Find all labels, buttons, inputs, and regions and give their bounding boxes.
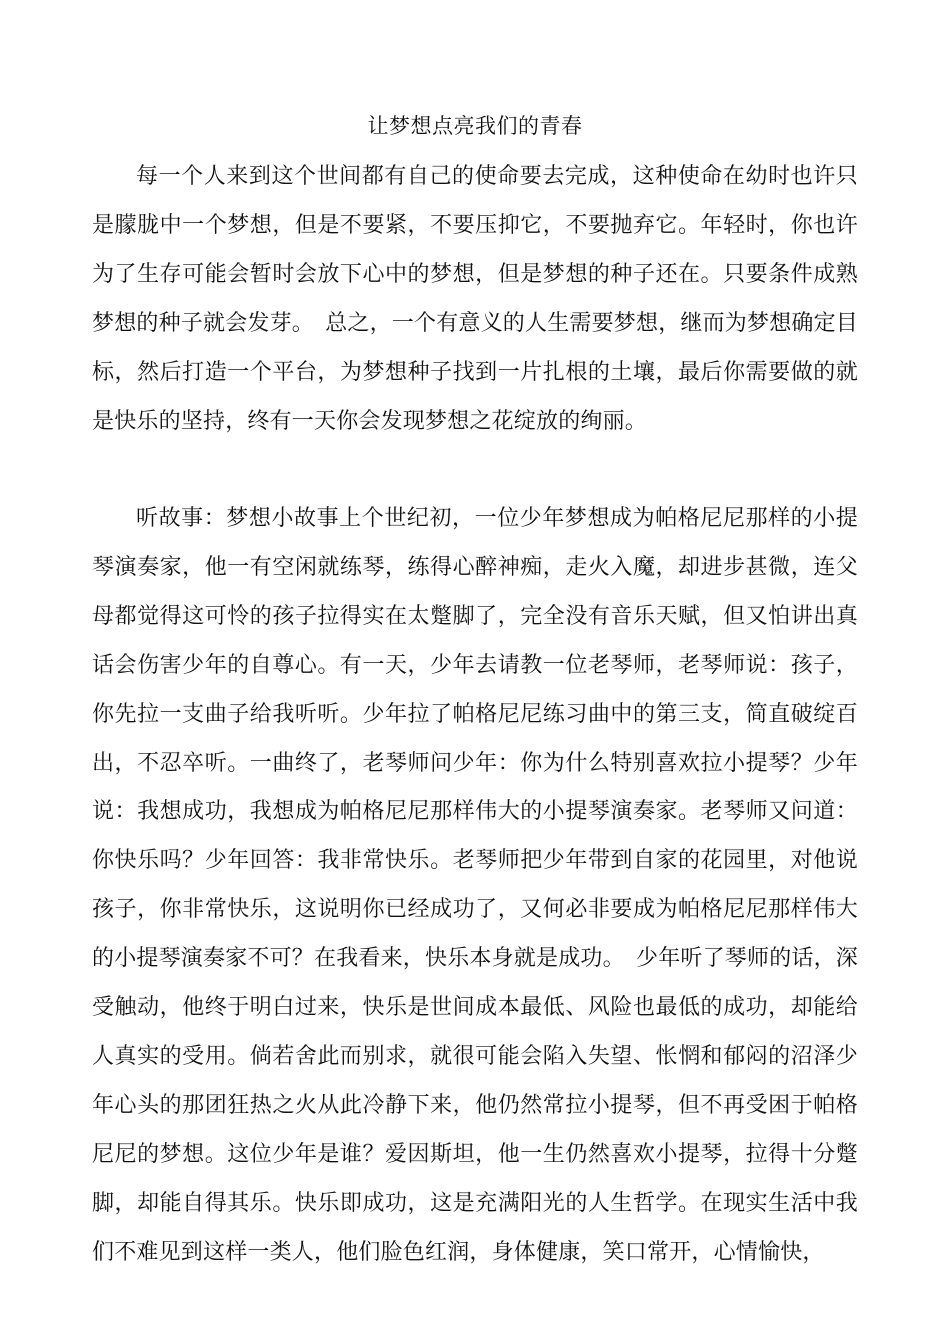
paragraph-1: 每一个人来到这个世间都有自己的使命要去完成，这种使命在幼时也许只是朦胧中一个梦想，但是不要紧，不要压抑它，不要抛弃它。年轻时，你也许为了生存可能会暂时会放下心中的梦想，但是梦想的种子还在。只要条件成熟梦想的种子就会发芽。 总之，一个有意义的人生需要梦想，继而为梦想确定目标，然后打造一个平台，为梦想种子找到一片扎根的土壤，最后你需要做的就是快乐的坚持，终有一天你会发现梦想之花绽放的绚丽。 bbox=[92, 164, 859, 434]
paragraph-2: 听故事：梦想小故事上个世纪初，一位少年梦想成为帕格尼尼那样的小提琴演奏家，他一有空闲就练琴，练得心醉神痴，走火入魔，却进步甚微，连父母都觉得这可怜的孩子拉得实在太蹩脚了，完全没有音乐天赋，但又怕讲出真话会伤害少年的自尊心。有一天，少年去请教一位老琴师，老琴师说：孩子，你先拉一支曲子给我听听。少年拉了帕格尼尼练习曲中的第三支，简直破绽百出，不忍卒听。一曲终了，老琴师问少年：你为什么特别喜欢拉小提琴？少年说：我想成功，我想成为帕格尼尼那样伟大的小提琴演奏家。老琴师又问道：你快乐吗？少年回答：我非常快乐。老琴师把少年带到自家的花园里，对他说孩子，你非常快乐，这说明你已经成功了，又何必非要成为帕格尼尼那样伟大的小提琴演奏家不可？在我看来，快乐本身就是成功。 少年听了琴师的话，深受触动，他终于明白过来，快乐是世间成本最低、风险也最低的成功，却能给人真实的受用。倘若舍此而别求，就很可能会陷入失望、怅惘和郁闷的沼泽少年心头的那团狂热之火从此冷静下来，他仍然常拉小提琴，但不再受困于帕格尼尼的梦想。这位少年是谁？爱因斯坦，他一生仍然喜欢小提琴，拉得十分蹩脚，却能自得其乐。快乐即成功，这是充满阳光的人生哲学。在现实生活中我们不难见到这样一类人，他们脸色红润，身体健康，笑口常开，心情愉快， bbox=[92, 506, 859, 1265]
document-title: 让梦想点亮我们的青春 bbox=[367, 114, 583, 138]
